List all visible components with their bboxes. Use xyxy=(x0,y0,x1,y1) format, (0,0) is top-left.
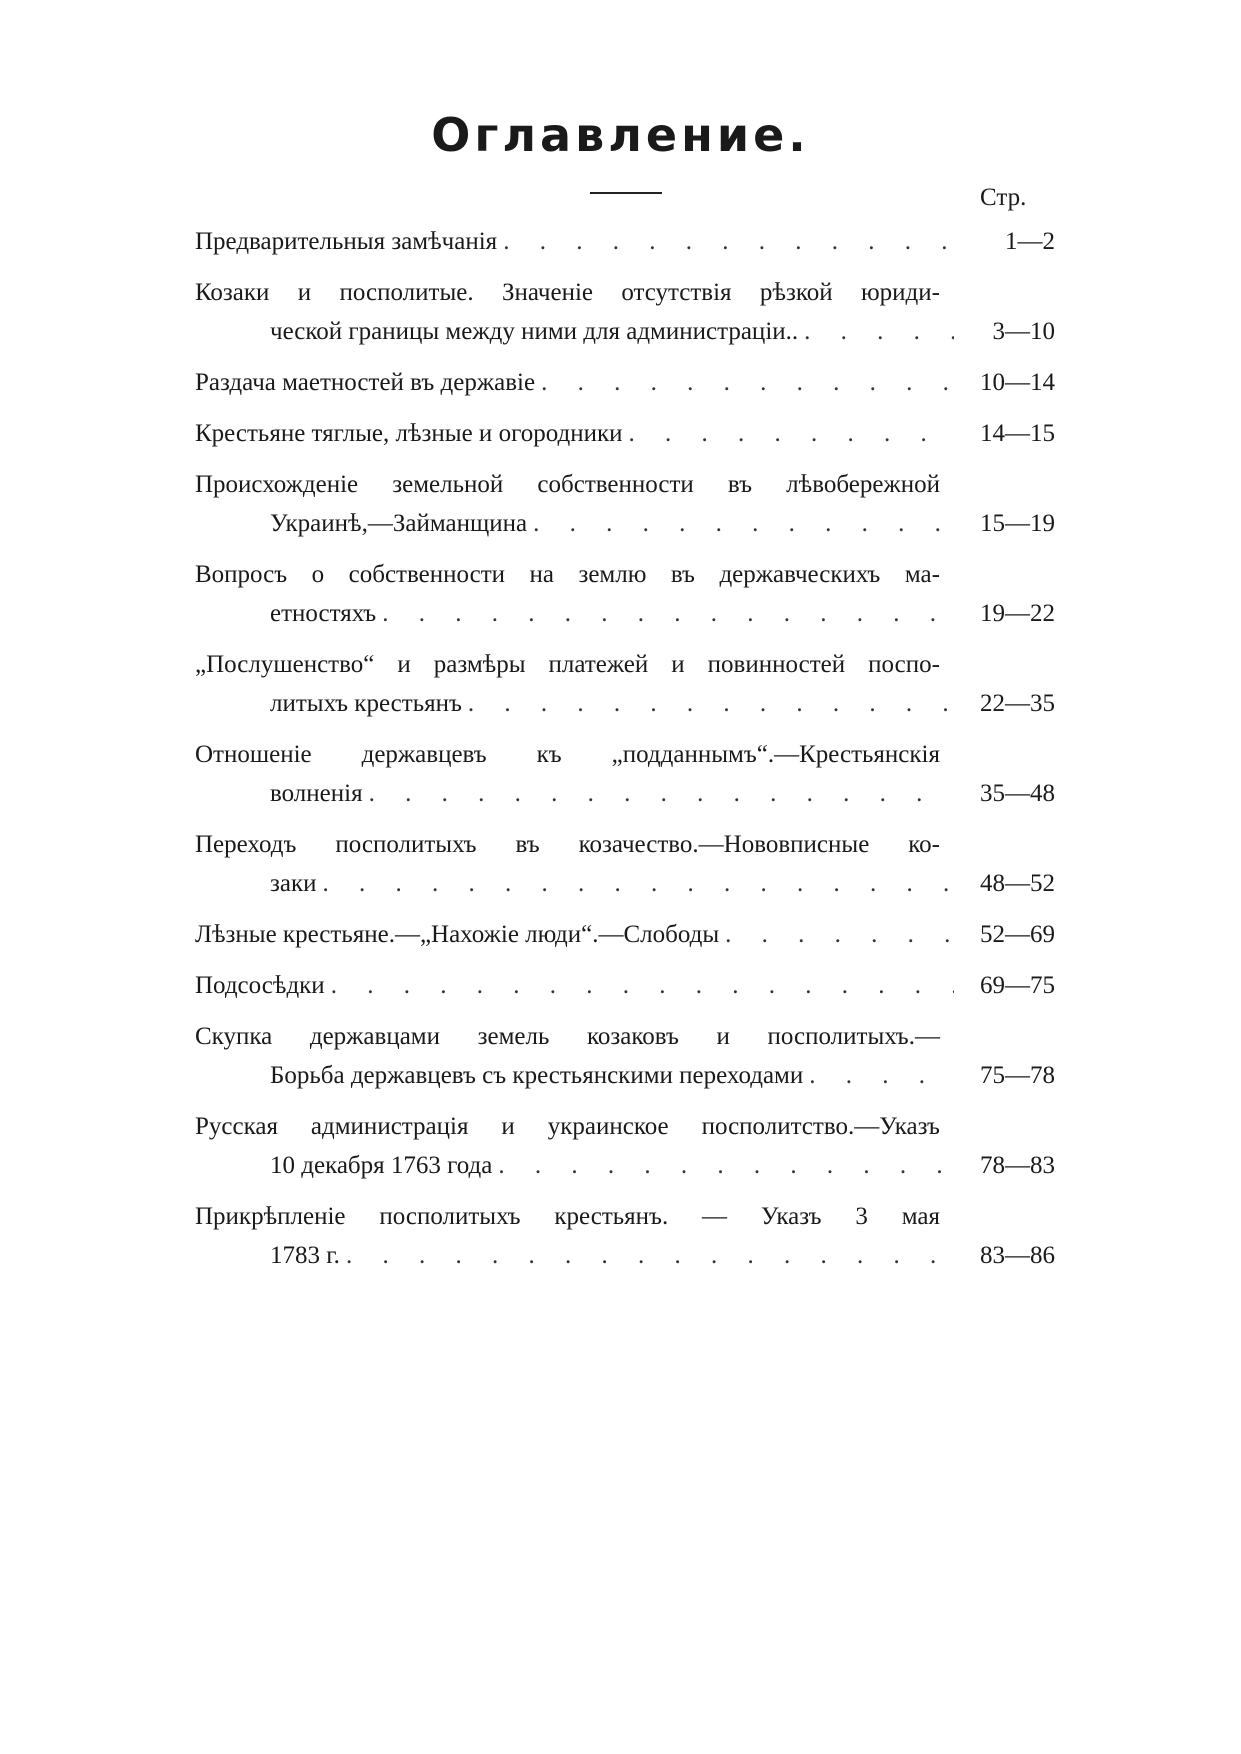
toc-entry-pages: 19—22 xyxy=(980,600,1055,627)
toc-entry-pages: 1—2 xyxy=(1005,228,1055,255)
toc-entry-line xyxy=(195,864,1055,903)
dot-leader xyxy=(382,594,954,633)
toc-entry xyxy=(195,966,1055,1005)
toc-entry-pages: 14—15 xyxy=(980,420,1055,447)
dot-leader xyxy=(541,363,954,402)
title-rule xyxy=(590,192,662,194)
dot-leader xyxy=(503,222,954,261)
dot-leader xyxy=(809,1056,954,1095)
toc-entry xyxy=(195,1197,1055,1275)
toc-entry-title: Предварительныя замѣчанія xyxy=(195,228,498,255)
toc-entry xyxy=(195,555,1055,633)
dot-leader xyxy=(804,312,954,351)
toc-entry-title: Крестьяне тяглые, лѣзные и огородники xyxy=(195,420,623,447)
toc-entry-line xyxy=(195,222,1055,261)
toc-entry-line xyxy=(195,1056,1055,1095)
page-title: Оглавление. xyxy=(431,108,810,162)
toc-entry-title: литыхъ крестьянъ xyxy=(270,690,462,717)
toc-entry-line: Козаки и посполитые. Значеніе отсутствія рѣзкой юриди- xyxy=(195,279,940,306)
toc-entry-title: ческой границы между ними для администраціи.. xyxy=(270,318,799,345)
dot-leader xyxy=(323,864,955,903)
toc-entry xyxy=(195,222,1055,261)
toc-entry-line xyxy=(195,594,1055,633)
toc-entry xyxy=(195,825,1055,903)
dot-leader xyxy=(369,774,954,813)
toc-entry-title: етностяхъ xyxy=(270,600,377,627)
toc-entry-pages: 35—48 xyxy=(980,780,1055,807)
toc-entry-title: 10 декабря 1763 года xyxy=(270,1152,493,1179)
toc-entry-line: Отношеніе державцевъ къ „подданнымъ“.—Крестьянскія xyxy=(195,741,940,768)
toc-entry-pages: 78—83 xyxy=(980,1152,1055,1179)
dot-leader xyxy=(331,966,954,1005)
toc-entry-line: Русская администрація и украинское посполитство.—Указъ xyxy=(195,1113,940,1140)
toc-entry-pages: 10—14 xyxy=(980,369,1055,396)
toc-entry xyxy=(195,363,1055,402)
toc-entry xyxy=(195,273,1055,351)
dot-leader xyxy=(498,1146,954,1185)
toc-entry-pages: 75—78 xyxy=(980,1062,1055,1089)
toc-entry xyxy=(195,1107,1055,1185)
toc-entry-line: Скупка державцами земель козаковъ и посполитыхъ.— xyxy=(195,1023,940,1050)
dot-leader xyxy=(725,915,954,954)
toc-entry-title: Раздача маетностей въ державіе xyxy=(195,369,536,396)
toc-entry-pages: 52—69 xyxy=(980,921,1055,948)
toc-entry-line xyxy=(195,312,1055,351)
dot-leader xyxy=(533,504,954,543)
dot-leader xyxy=(628,414,954,453)
toc-entry xyxy=(195,735,1055,813)
toc-entry-line xyxy=(195,684,1055,723)
toc-entry xyxy=(195,1017,1055,1095)
toc-entry xyxy=(195,465,1055,543)
toc-entry-title: Подсосѣдки xyxy=(195,972,325,999)
toc-entry-line xyxy=(195,774,1055,813)
toc-entry-line xyxy=(195,915,1055,954)
toc-entry-line: Прикрѣпленіе посполитыхъ крестьянъ. — Указъ 3 мая xyxy=(195,1203,940,1230)
toc-entry-line: „Послушенство“ и размѣры платежей и повинностей поспо- xyxy=(195,651,940,678)
toc-entry-title: Лѣзные крестьяне.—„Нахожіе люди“.—Слободы xyxy=(195,921,720,948)
toc-entry-pages: 83—86 xyxy=(980,1242,1055,1269)
toc-entry-pages: 15—19 xyxy=(980,510,1055,537)
toc-entry-line xyxy=(195,1146,1055,1185)
page-column-header: Стр. xyxy=(980,184,1027,211)
toc-entry xyxy=(195,645,1055,723)
toc-entry-title: 1783 г. xyxy=(270,1242,340,1269)
toc-entry-line: Вопросъ о собственности на землю въ державческихъ ма- xyxy=(195,561,940,588)
table-of-contents xyxy=(195,222,1055,1287)
toc-entry-pages: 69—75 xyxy=(980,972,1055,999)
toc-entry-line xyxy=(195,363,1055,402)
dot-leader xyxy=(468,684,954,723)
toc-entry-pages: 3—10 xyxy=(992,318,1055,345)
toc-entry xyxy=(195,414,1055,453)
toc-entry-line xyxy=(195,414,1055,453)
toc-entry-line: Происхожденіе земельной собственности въ лѣвобережной xyxy=(195,471,940,498)
toc-entry-pages: 48—52 xyxy=(980,870,1055,897)
toc-entry-line: Переходъ посполитыхъ въ козачество.—Нововписные ко- xyxy=(195,831,940,858)
toc-entry-title: Борьба державцевъ съ крестьянскими переходами xyxy=(270,1062,804,1089)
toc-entry-line xyxy=(195,1236,1055,1275)
toc-entry-pages: 22—35 xyxy=(980,690,1055,717)
toc-entry xyxy=(195,915,1055,954)
toc-entry-title: заки xyxy=(270,870,317,897)
toc-entry-title: Украинѣ,—Займанщина xyxy=(270,510,528,537)
toc-entry-title: волненія xyxy=(270,780,363,807)
toc-entry-line xyxy=(195,966,1055,1005)
dot-leader xyxy=(346,1236,954,1275)
toc-entry-line xyxy=(195,504,1055,543)
